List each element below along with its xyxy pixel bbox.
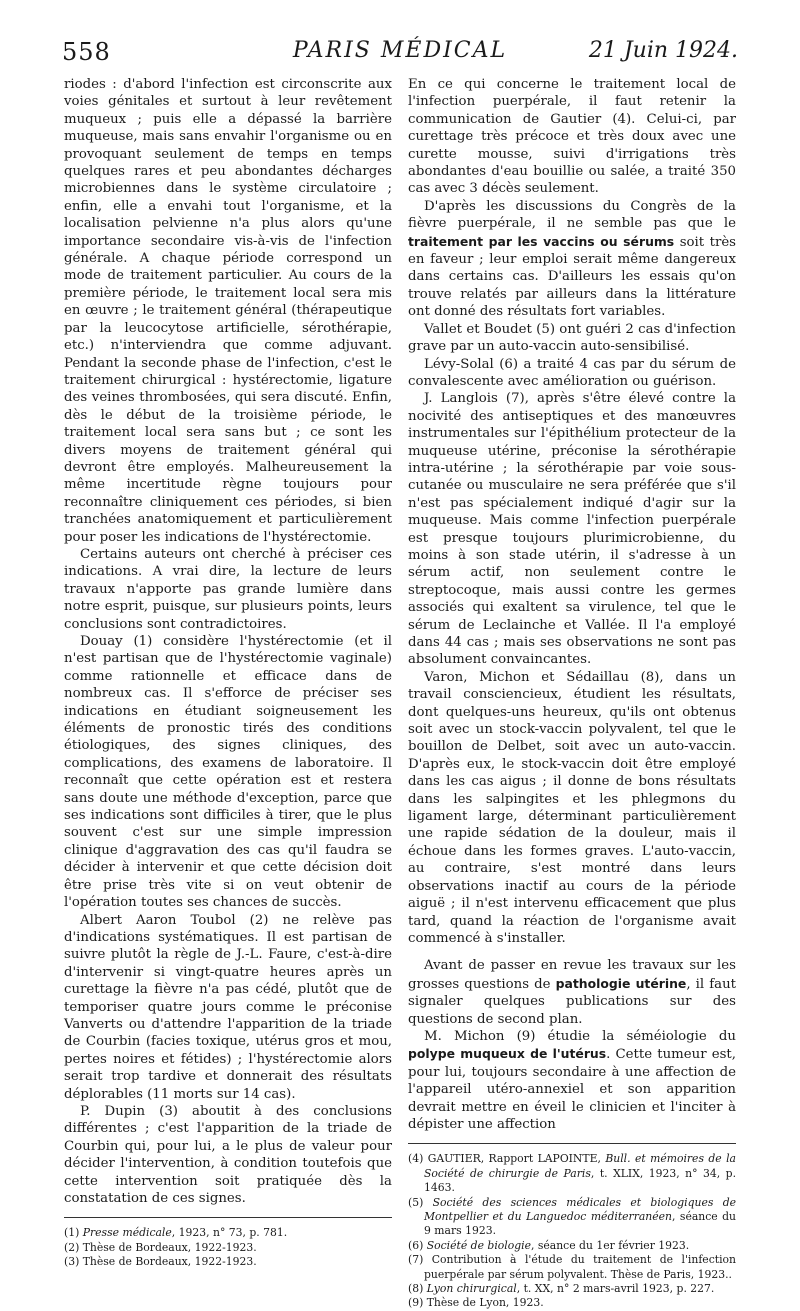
bold-term: les vaccins ou sérums (517, 233, 675, 249)
paragraph: P. Dupin (3) aboutit à des conclusions différentes ; c'est l'apparition de la triade de Courbin qui, pour lui, a le plus de valeur pour décider l'intervention, à condition toutefois que cette intervention soit pratiquée dès la constatation de ces signes. (64, 1103, 392, 1206)
journal-title: PARIS MÉDICAL (292, 38, 508, 63)
footnote-text: , séance du 9 mars 1923. (424, 1210, 737, 1238)
text-run: M. Michon (9) étudie la séméiologie du (424, 1028, 736, 1044)
footnote: (7) Contribution à l'étude du traitement de l'infection puerpérale par sérum polyvalent. Thèse de Paris, 1923.. (408, 1253, 736, 1281)
footnote-divider (408, 1143, 736, 1144)
footnote: (9) Thèse de Lyon, 1923. (408, 1296, 544, 1310)
issue-date: 21 Juin 1924. (588, 38, 738, 63)
paragraph: Douay (1) considère l'hystérectomie (et il n'est partisan que de l'hystérectomie vaginale) comme rationnelle et efficace dans de nombreux cas. Il s'efforce de préciser ses indications en étudiant soigneusement les éléments de pronostic tirés des conditions étiologiques, des signes cliniques, des complications, des examens de laboratoire. Il reconnaît que cette opération est et restera sans doute une méthode d'exception, parce que ses indications sont difficiles à tirer, que le plus souvent c'est sur une simple impression clinique d'aggravation des cas qu'il faudra se décider à intervenir et que cette décision doit être prise très vite si on veut obtenir de l'opération toutes ses chances de succès. (64, 634, 392, 911)
paragraph: Lévy-Solal (6) a traité 4 cas par du sérum de convalescente avec amélioration ou guérison. (408, 356, 736, 389)
footnote-number: (1) (64, 1226, 80, 1240)
footnote (408, 1152, 736, 1195)
paragraph: J. Langlois (7), après s'être élevé contre la nocivité des antiseptiques et des manœuvres instrumentales sur l'épithélium protecteur de la muqueuse utérine, préconise la sérothérapie intra-utérine ; la sérothérapie par voie sous-cutanée ou musculaire ne sera préférée que s'il n'est pas spécialement indiqué d'agir sur la muqueuse. Mais comme l'infection puerpérale est presque toujours plurimicrobienne, du moins à son stade utérin, il s'adresse à un sérum actif, non seulement contre le streptocoque, mais aussi contre les germes associés qui exaltent sa virulence, tel que le sérum de Leclainche et Vallée. Il l'a employé dans 44 cas ; mais ses observations ne sont pas absolument convaincantes. (408, 391, 736, 668)
footnote-source: Lyon chirurgical (426, 1282, 517, 1296)
bold-term: polype muqueux de l'utérus (408, 1046, 607, 1062)
paragraph: Albert Aaron Toubol (2) ne relève pas d'indications systématiques. Il est partisan de suivre plutôt la règle de J.-L. Faure, c'est-à-dire d'intervenir si vingt-quatre heures après un curettage la fièvre n'a pas cédé, plutôt que de temporiser quatre jours comme le préconise Vanverts ou d'attendre l'apparition de la triade de Courbin (facies toxique, utérus gros et mou, pertes noires et fétides) ; l'hystérectomie alors serait trop tardive et donnerait des résultats déplorables (11 morts sur 14 cas). (64, 912, 392, 1102)
footnote (408, 1239, 736, 1253)
left-column (64, 76, 392, 1270)
paragraph (408, 1028, 736, 1133)
paragraph: Varon, Michon et Sédaillau (8), dans un travail consciencieux, étudient les résultats, dont quelques-uns heureux, qu'ils ont obtenus soit avec un stock-vaccin polyvalent, tel que le bouillon de Delbet, soit avec un auto-vaccin. D'après eux, le stock-vaccin doit être employé dans les cas aigus ; il donne de bons résultats dans les salpingites et les phlegmons du ligament large, déterminant particulièrement une rapide sédation de la douleur, mais il échoue dans les formes graves. L'auto-vaccin, au contraire, s'est montré dans leurs observations inactif au cours de la période aiguë ; il n'est intervenu efficacement que plus tard, quand la réaction de l'organisme avait commencé à s'installer. (408, 669, 736, 946)
text-run: , il faut signaler quelques publications sur des questions de second plan. (408, 976, 736, 1027)
footnote-text: (5) (408, 1195, 433, 1209)
footnote-source: Presse médicale (82, 1226, 172, 1240)
paragraph: riodes : d'abord l'infection est circonscrite aux voies génitales et surtout à leur revêtement muqueux ; puis elle a dépassé la barrière muqueuse, mais sans envahir l'organisme ou en provoquant seulement de temps en temps quelques rares et peu abondantes décharges microbiennes dans le système circulatoire ; enfin, elle a envahi tout l'organisme, et la localisation pelvienne n'a plus alors qu'une importance secondaire vis-à-vis de l'infection générale. A chaque période correspond un mode de traitement particulier. Au cours de la première période, le traitement local sera mis en œuvre ; le traitement général (thérapeutique par la leucocytose artificielle, sérothérapie, etc.) n'interviendra que comme adjuvant. Pendant la seconde phase de l'infection, c'est le traitement chirurgical : hystérectomie, ligature des veines thrombosées, qui sera discuté. Enfin, dès le début de la troisième période, le traitement local sera sans but ; ce sont les divers moyens de traitement général qui devront être employés. Malheureusement la même incertitude règne toujours pour reconnaître cliniquement ces périodes, si bien tranchées anatomiquement et particulièrement pour poser les indications de l'hystérectomie. (64, 77, 392, 545)
footnote: (2) Thèse de Bordeaux, 1922-1923. (64, 1240, 257, 1254)
footnote-divider (64, 1217, 392, 1218)
footnote-text: (8) (408, 1282, 427, 1296)
footnote (408, 1196, 736, 1239)
footnote-text: , t. XLIX, 1923, n° 34, p. 1463. (424, 1166, 737, 1195)
paragraph (408, 957, 736, 1028)
footnote-text: , 1923, n° 73, p. 781. (171, 1226, 288, 1240)
text-run: . Cette tumeur est, pour lui, toujours secondaire à une affection de l'appareil utéro-annexiel et son apparition devrait mettre en éveil le clinicien et l'inciter à dépister une affection (408, 1047, 736, 1132)
paragraph (408, 198, 736, 321)
footnote-source: Société des sciences médicales et biologiques de Montpellier et du Languedoc méditerranéen (424, 1195, 736, 1223)
footnote-text: , séance du 1er février 1923. (531, 1238, 690, 1252)
footnote-source: Société de biologie (426, 1238, 531, 1252)
paragraph: Vallet et Boudet (5) ont guéri 2 cas d'infection grave par un auto-vaccin auto-sensibilisé. (408, 321, 736, 355)
bold-term: pathologie utérine (555, 975, 687, 991)
footnote: (3) Thèse de Bordeaux, 1922-1923. (64, 1255, 257, 1269)
footnote-text: (6) (408, 1238, 427, 1252)
footnote (64, 1226, 392, 1240)
text-run: Avant de passer en revue les travaux sur les grosses questions de (408, 958, 736, 992)
bold-term: traitement par (408, 233, 512, 249)
paragraph: Certains auteurs ont cherché à préciser ces indications. A vrai dire, la lecture de leurs travaux n'apporte pas grande lumière dans notre esprit, puisque, sur plusieurs points, leurs conclusions sont contradictoires. (64, 546, 392, 632)
right-column (408, 76, 736, 1311)
footnote-source: Bull. et mémoires de la Société de chirurgie de Paris (424, 1152, 736, 1180)
text-run: D'après les discussions du Congrès de la fièvre puerpérale, il ne semble pas que le (408, 198, 736, 232)
footnote-text: , t. XX, n° 2 mars-avril 1923, p. 227. (516, 1282, 715, 1296)
page-number: 558 (62, 38, 111, 66)
footnote-text: (4) GAUTIER, Rapport LAPOINTE, (408, 1152, 606, 1166)
paragraph: En ce qui concerne le traitement local de l'infection puerpérale, il faut retenir la communication de Gautier (4). Celui-ci, par curettage très précoce et très doux avec une curette mousse, suivi d'irrigations très abondantes d'eau bouillie ou salée, a traité 350 cas avec 3 décès seulement. (408, 77, 736, 197)
text-run: soit très en faveur ; leur emploi serait même dangereux dans certains cas. D'ailleurs les essais qu'on trouve relatés par ailleurs dans la littérature ont donné des résultats fort variables. (408, 234, 737, 320)
footnote (408, 1282, 736, 1296)
